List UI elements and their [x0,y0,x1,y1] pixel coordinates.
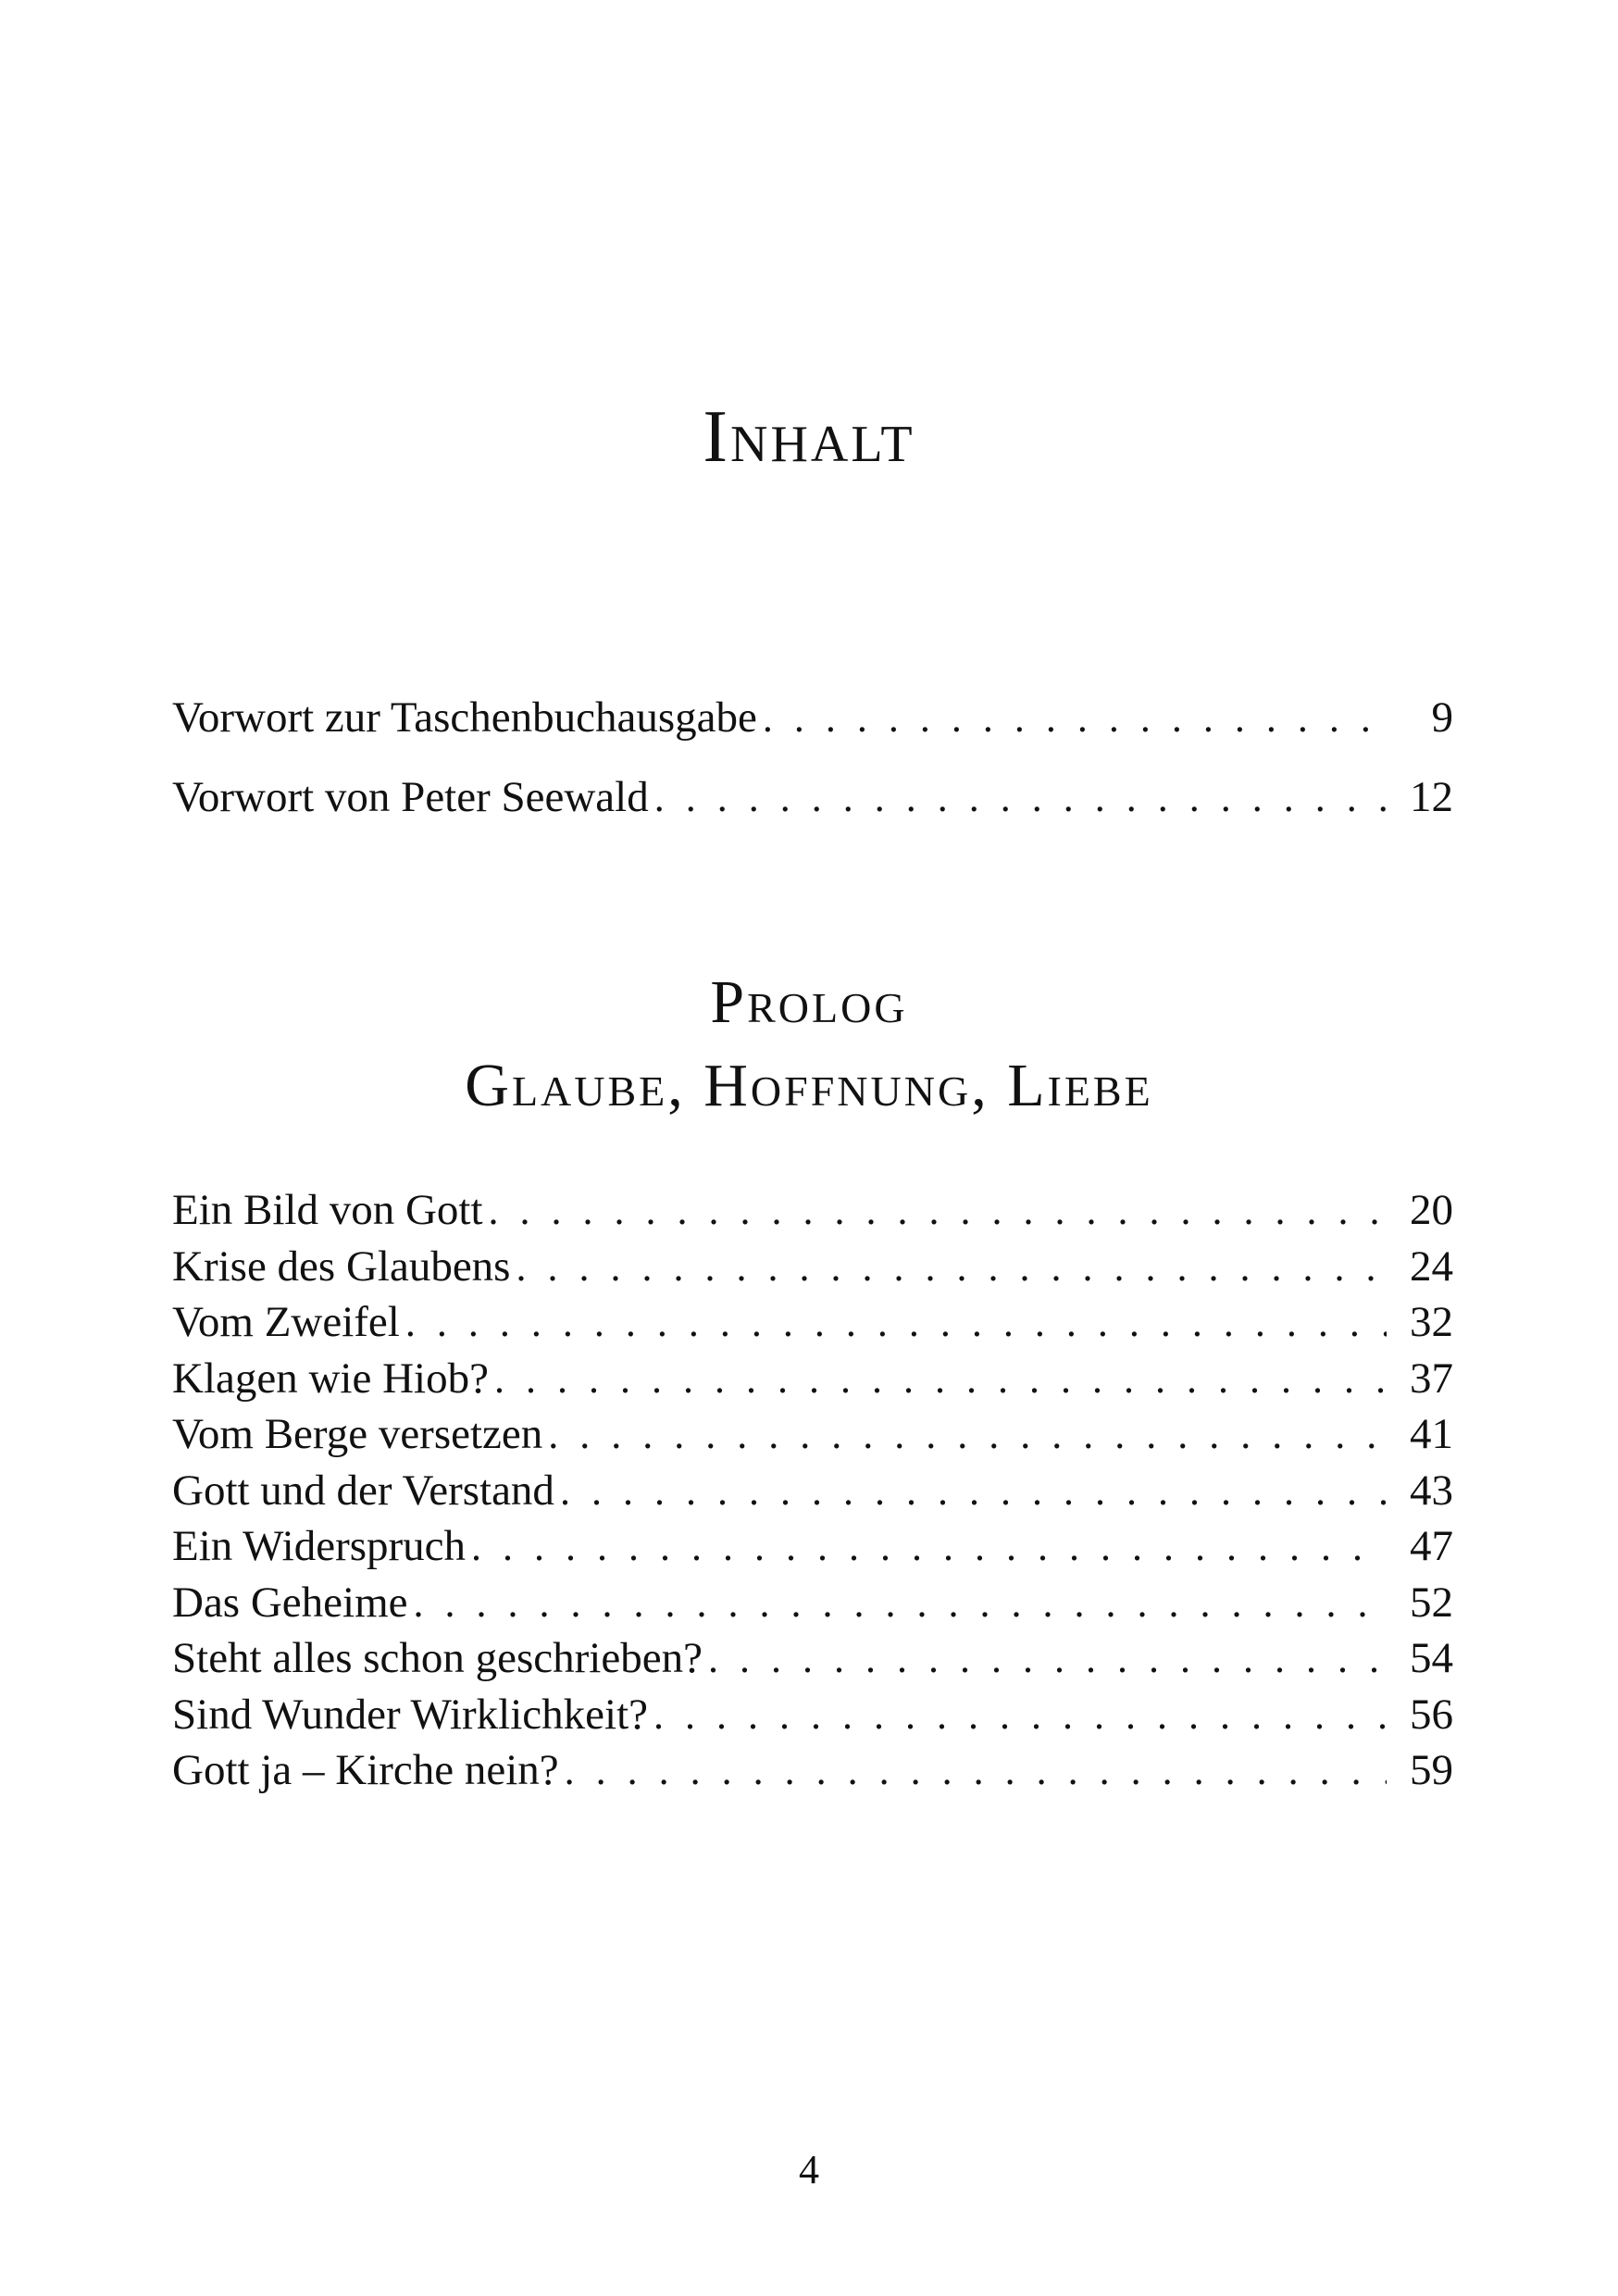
toc-entry-title: Steht alles schon geschrieben? [172,1634,703,1682]
dot-leader [653,1695,1387,1736]
toc-entry [172,1690,1453,1750]
toc-entry-page: 43 [1410,1466,1453,1515]
toc-entry-title: Gott ja – Kirche nein? [172,1746,559,1794]
toc-entry [172,1242,1453,1302]
toc-entry [172,1522,1453,1581]
dot-leader [405,1303,1387,1343]
toc-entry-page: 24 [1410,1242,1453,1291]
toc-entry-title: Ein Bild von Gott [172,1186,483,1234]
toc-entry [172,773,1453,855]
toc-entry-page: 41 [1410,1410,1453,1458]
toc-entry [172,1354,1453,1414]
toc-entry-title: Vorwort von Peter Seewald [172,773,649,821]
toc-entry [172,693,1453,776]
toc-entry-title: Ein Widerspruch [172,1522,467,1570]
dot-leader [548,1415,1387,1455]
dot-leader [471,1527,1387,1567]
toc-entry-title: Gott und der Verstand [172,1466,554,1515]
toc-entry-page: 47 [1410,1522,1453,1570]
dot-leader [763,698,1387,739]
toc-entry [172,1634,1453,1693]
toc-entry-page: 32 [1410,1298,1453,1346]
toc-entry [172,1410,1453,1469]
toc-prolog [172,1186,1453,1805]
toc-entry [172,1186,1453,1245]
toc-entry-title: Vom Zweifel [172,1298,400,1346]
toc-entry-title: Sind Wunder Wirklichkeit? [172,1690,648,1739]
dot-leader [654,778,1387,818]
section-subtitle: Glaube, Hoffnung, Liebe [465,1052,1153,1119]
toc-entry [172,1578,1453,1638]
dot-leader [560,1471,1387,1512]
toc-entry-title: Vom Berge versetzen [172,1410,543,1458]
section-title: Prolog [710,968,908,1036]
dot-leader [494,1359,1387,1400]
dot-leader [413,1583,1387,1624]
toc-front-matter [172,693,1453,855]
toc-entry-title: Vorwort zur Taschenbuchausgabe [172,693,757,742]
toc-entry [172,1746,1453,1805]
toc-entry-page: 59 [1410,1746,1453,1794]
dot-leader [489,1191,1387,1231]
toc-entry-page: 54 [1410,1634,1453,1682]
toc-entry-page: 52 [1410,1578,1453,1627]
toc-entry-title: Krise des Glaubens [172,1242,511,1291]
toc-entry [172,1298,1453,1357]
toc-entry-title: Das Geheime [172,1578,408,1627]
dot-leader [708,1639,1387,1679]
toc-entry-title: Klagen wie Hiob? [172,1354,489,1403]
dot-leader [565,1751,1387,1791]
toc-entry-page: 37 [1410,1354,1453,1403]
toc-entry-page: 20 [1410,1186,1453,1234]
page-number: 4 [799,2147,819,2192]
dot-leader [516,1247,1387,1288]
page-title: Inhalt [703,396,915,478]
toc-entry-page: 56 [1410,1690,1453,1739]
toc-entry-page: 12 [1410,773,1453,821]
toc-entry-page: 9 [1431,693,1453,742]
toc-entry [172,1466,1453,1526]
